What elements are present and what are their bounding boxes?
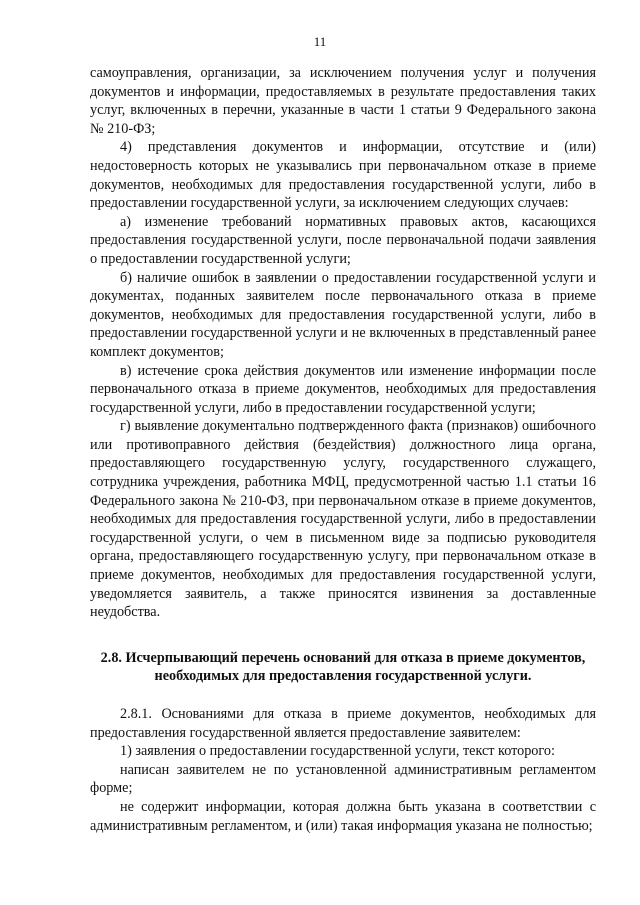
paragraph-2-8-1: 2.8.1. Основаниями для отказа в приеме документов, необходимых для предоставления государственной является предоставление заявителем: (90, 706, 596, 741)
paragraph-subitem-a: а) изменение требований нормативных правовых актов, касающихся предоставления государственной услуги, после первоначальной подачи заявления о предоставлении государственной услуги; (90, 213, 596, 267)
paragraph-written-form: написан заявителем не по установленной административным регламентом форме; (90, 761, 596, 797)
document-body (90, 64, 596, 835)
page-number: 11 (313, 34, 327, 49)
paragraph-item-1: 1) заявления о предоставлении государственной услуги, текст которого: (120, 743, 555, 760)
paragraph-subitem-v: в) истечение срока действия документов или изменение информации после первоначального отказа в приеме документов, необходимых для предоставления государственной услуги, либо в предоставлении государственной услуги; (90, 362, 596, 416)
paragraph-missing-info: не содержит информации, которая должна быть указана в соответствии с административным регламентом, и (или) такая информация указана не полностью; (90, 798, 596, 834)
paragraph-continuation: самоуправления, организации, за исключением получения услуг и получения документов и информации, предоставляемых в результате предоставления таких услуг, включенных в перечни, указанные в части 1 статьи 9 Федерального закона № 210-ФЗ; (90, 65, 596, 137)
paragraph-item-4: 4) представления документов и информации, отсутствие и (или) недостоверность которых не указывались при первоначальном отказе в приеме документов, необходимых для предоставления государственной услуги, либо в предоставлении государственной услуги, за исключением следующих случаев: (90, 139, 596, 212)
paragraph-subitem-g: г) выявление документально подтвержденного факта (признаков) ошибочного или противоправного действия (бездействия) должностного лица органа, предоставляющего государственную услугу, государственного служащего, сотрудника учреждения, работника МФЦ, предусмотренной частью 1.1 статьи 16 Федерального закона № 210-ФЗ, при первоначальном отказе в приеме документов, необходимых для предоставления государственной услуги, либо в предоставлении государственной услуги, о чем в письменном виде за подписью руководителя органа, предоставляющего государственную услугу, при первоначальном отказе в приеме документов, необходимых для предоставления государственной услуги, уведомляется заявитель, а также приносятся извинения за доставленные неудобства. (90, 418, 596, 621)
section-heading: 2.8. Исчерпывающий перечень оснований для отказа в приеме документов, необходимых для предоставления государственной услуги. (100, 649, 586, 685)
paragraph-subitem-b: б) наличие ошибок в заявлении о предоставлении государственной услуги и документах, поданных заявителем после первоначального отказа в приеме документов, необходимых для предоставления государственной услуги, либо в предоставлении государственной услуги и не включенных в представленный ранее комплект документов; (90, 269, 596, 360)
